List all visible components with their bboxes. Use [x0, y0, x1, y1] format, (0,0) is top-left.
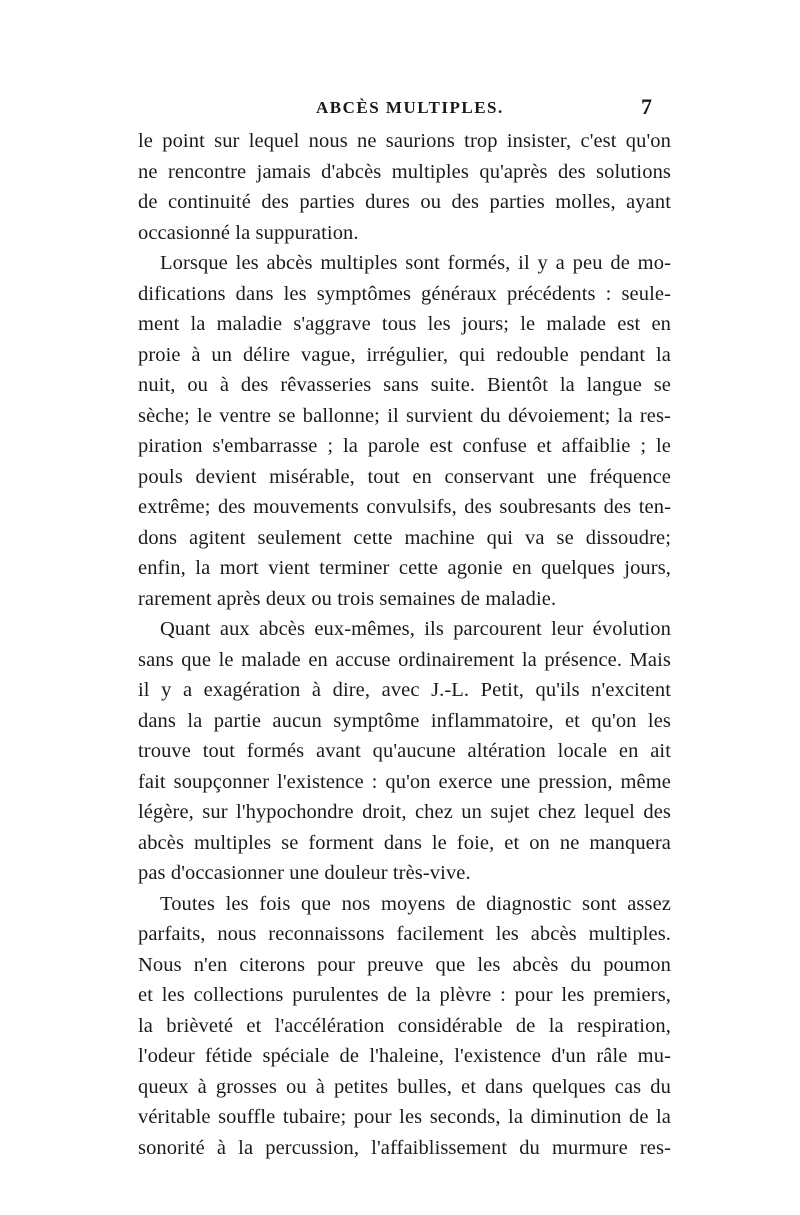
- text-line: difications dans les symptômes généraux précédents : seule-: [138, 282, 671, 305]
- text-line: sonorité à la percussion, l'affaiblissement du murmure res-: [138, 1136, 671, 1159]
- running-title: ABCÈS MULTIPLES.: [316, 98, 504, 117]
- text-line: pas d'occasionner une douleur très-vive.: [138, 862, 471, 884]
- text-line: extrême; des mouvements convulsifs, des soubresants des ten-: [138, 496, 671, 518]
- text-line: sèche; le ventre se ballonne; il survient du dévoiement; la res-: [138, 404, 671, 427]
- text-line: queux à grosses ou à petites bulles, et dans quelques cas du: [138, 1075, 671, 1098]
- text-line: légère, sur l'hypochondre droit, chez un sujet chez lequel des: [138, 801, 671, 823]
- text-line: le point sur lequel nous ne saurions trop insister, c'est qu'on: [138, 130, 671, 152]
- text-line: piration s'embarrasse ; la parole est confuse et affaiblie ; le: [138, 435, 671, 457]
- text-line: proie à un délire vague, irrégulier, qui redouble pendant la: [138, 343, 671, 366]
- running-head: [140, 96, 660, 124]
- text-line: l'odeur fétide spéciale de l'haleine, l'existence d'un râle mu-: [138, 1045, 671, 1067]
- text-line: Quant aux abcès eux-mêmes, ils parcourent leur évolution: [160, 618, 671, 640]
- text-line: ne rencontre jamais d'abcès multiples qu'après des solutions: [138, 160, 671, 183]
- text-line: rarement après deux ou trois semaines de maladie.: [138, 587, 557, 610]
- text-line: dans la partie aucun symptôme inflammatoire, et qu'on les: [138, 709, 671, 732]
- text-line: fait soupçonner l'existence : qu'on exerce une pression, même: [138, 770, 671, 793]
- text-line: dons agitent seulement cette machine qui va se dissoudre;: [138, 526, 671, 549]
- page-number: 7: [641, 94, 652, 119]
- text-line: Toutes les fois que nos moyens de diagnostic sont assez: [160, 892, 671, 915]
- text-line: il y a exagération à dire, avec J.-L. Petit, qu'ils n'excitent: [138, 679, 671, 701]
- text-line: la brièveté et l'accélération considérable de la respiration,: [138, 1014, 671, 1037]
- text-line: nuit, ou à des rêvasseries sans suite. Bientôt la langue se: [138, 374, 671, 396]
- text-line: de continuité des parties dures ou des parties molles, ayant: [138, 191, 671, 213]
- text-line: parfaits, nous reconnaissons facilement les abcès multiples.: [138, 923, 671, 945]
- text-line: ment la maladie s'aggrave tous les jours; le malade est en: [138, 313, 671, 335]
- body-text: [138, 126, 671, 1163]
- text-line: et les collections purulentes de la plèvre : pour les premiers,: [138, 984, 671, 1006]
- text-line: pouls devient misérable, tout en conservant une fréquence: [138, 465, 671, 488]
- text-line: abcès multiples se forment dans le foie, et on ne manquera: [138, 831, 671, 854]
- text-line: Lorsque les abcès multiples sont formés, il y a peu de mo-: [160, 252, 671, 274]
- text-line: véritable souffle tubaire; pour les seconds, la diminution de la: [138, 1106, 671, 1128]
- text-line: trouve tout formés avant qu'aucune altération locale en ait: [138, 740, 671, 762]
- text-line: sans que le malade en accuse ordinairement la présence. Mais: [138, 648, 671, 671]
- text-line: occasionné la suppuration.: [138, 221, 359, 244]
- text-line: enfin, la mort vient terminer cette agonie en quelques jours,: [138, 557, 671, 579]
- text-line: Nous n'en citerons pour preuve que les abcès du poumon: [138, 953, 671, 976]
